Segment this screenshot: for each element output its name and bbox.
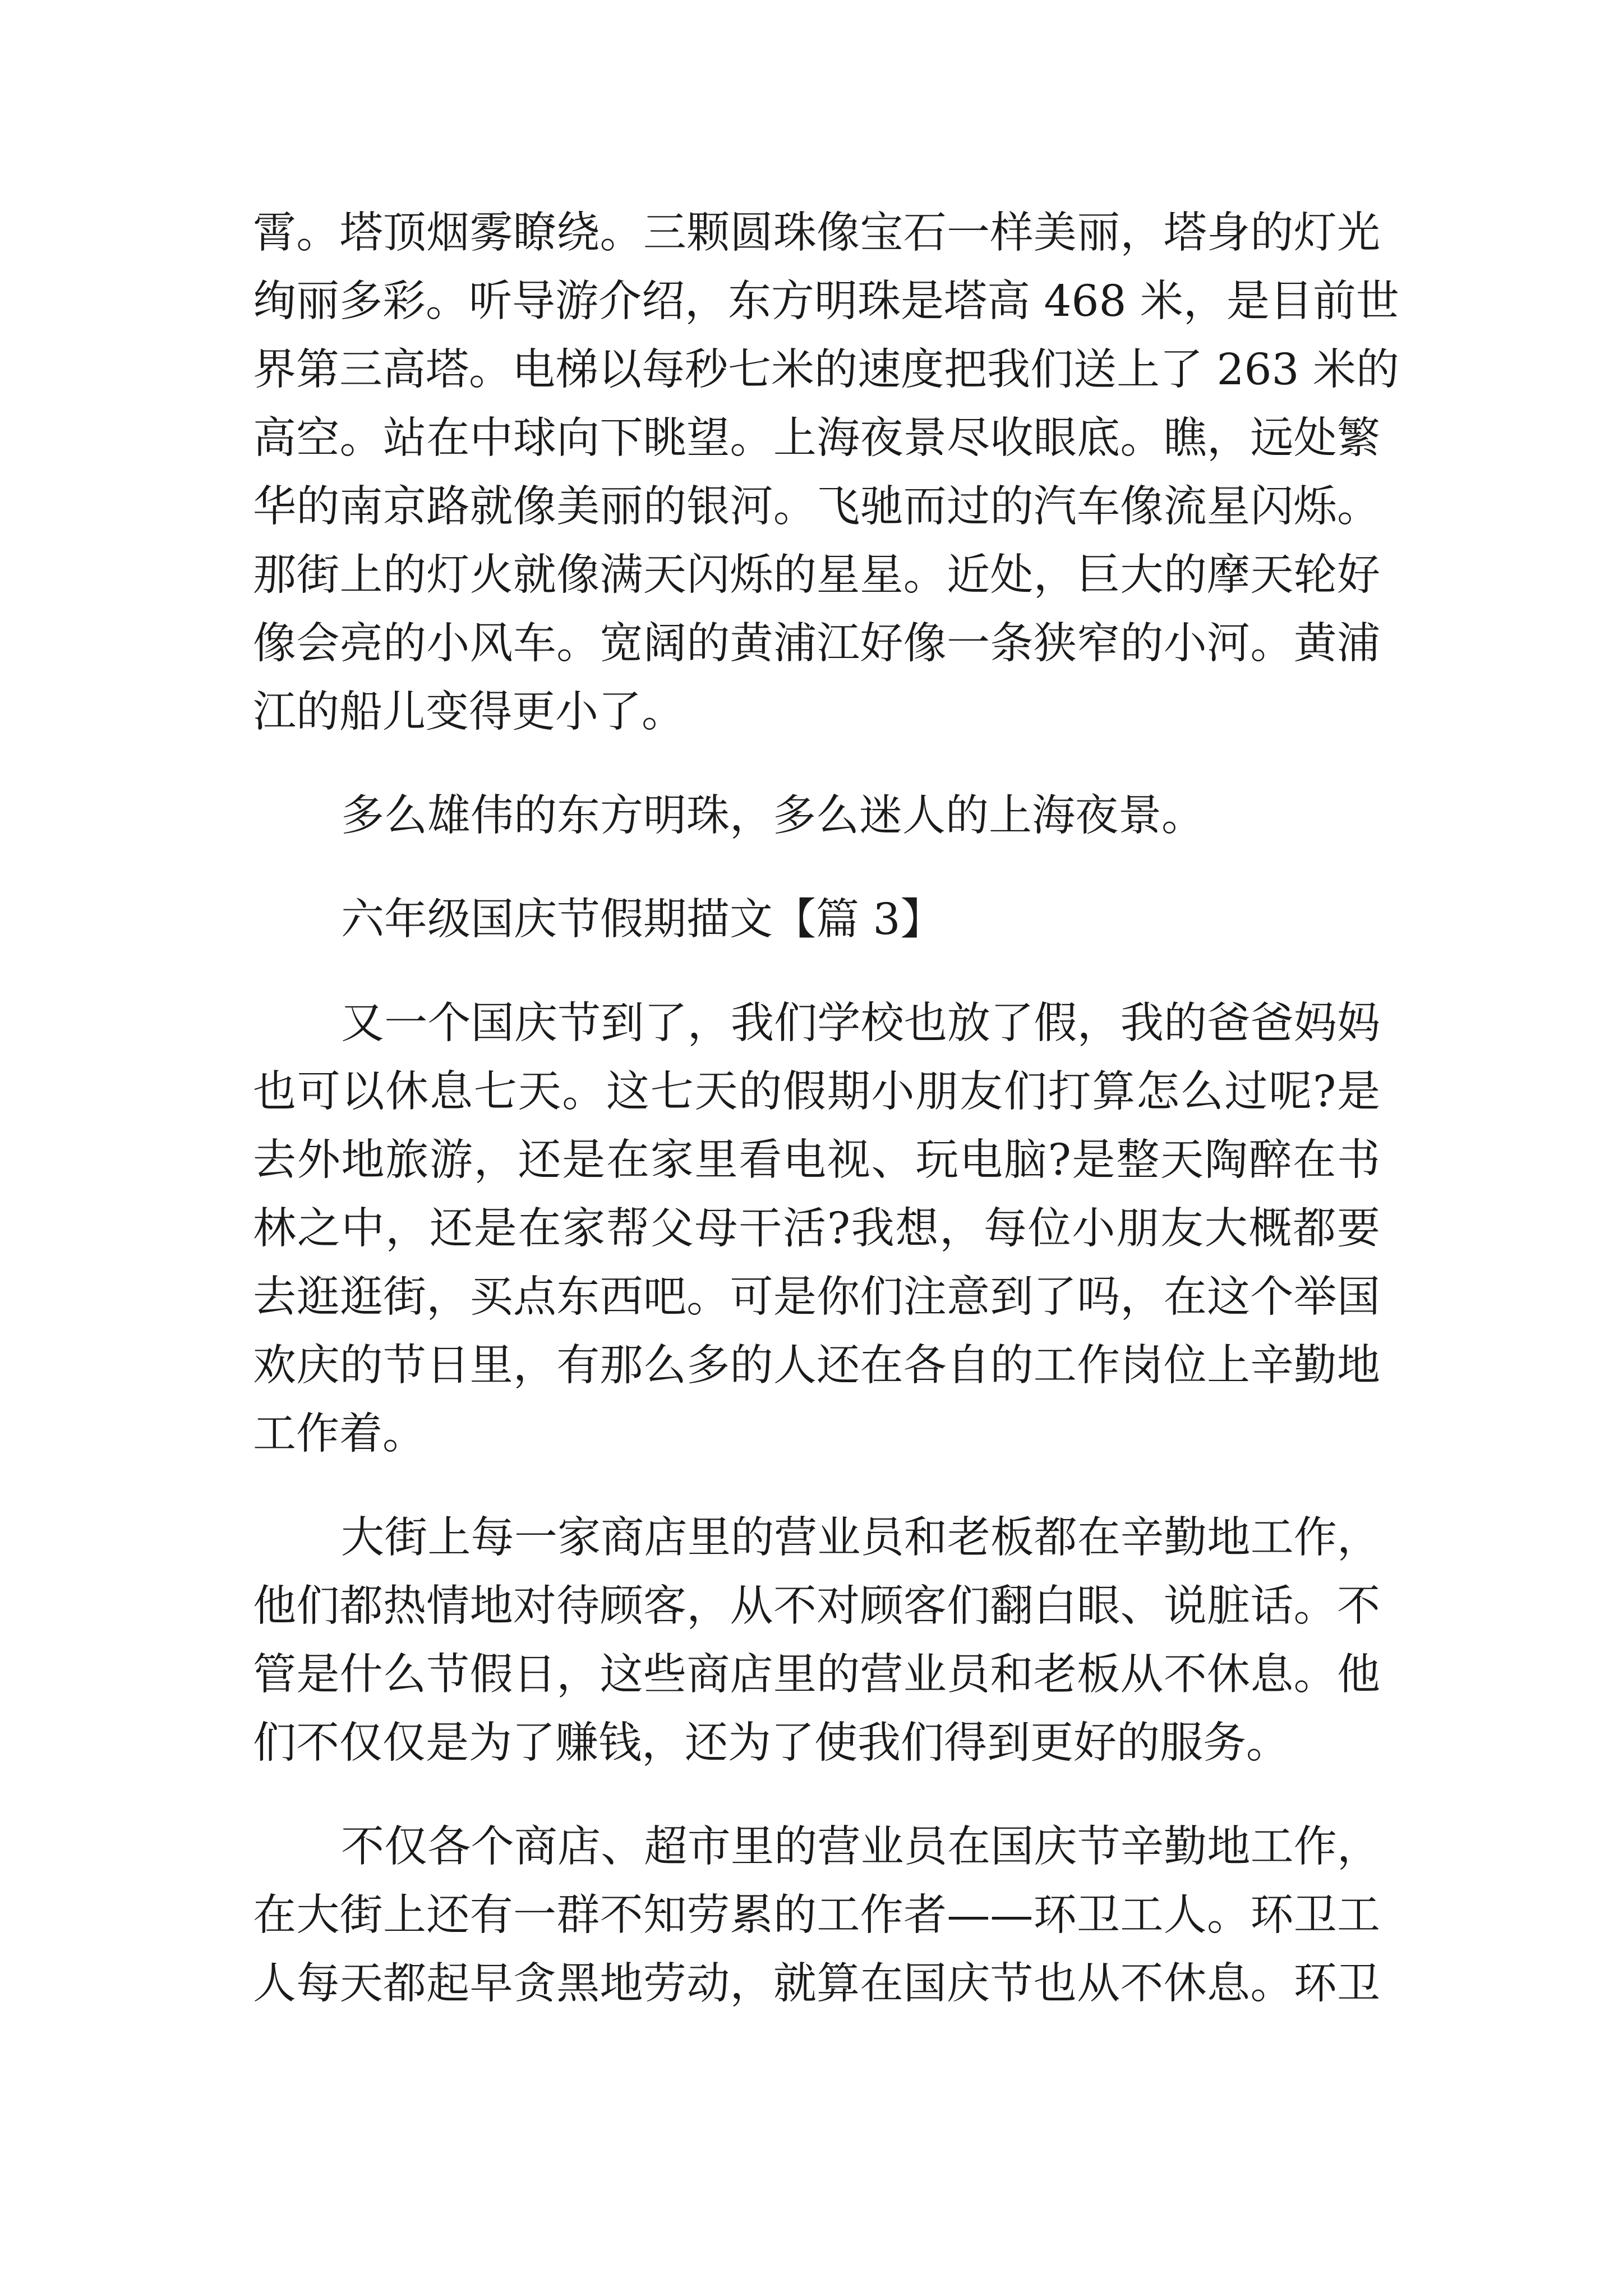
text-line: 林之中，还是在家帮父母干活?我想，每位小朋友大概都要	[253, 1204, 1380, 1254]
paragraph-first-line: 不仅各个商店、超市里的营业员在国庆节辛勤地工作，	[341, 1822, 1380, 1872]
text-line: 那街上的灯火就像满天闪烁的星星。近处，巨大的摩天轮好	[253, 550, 1380, 600]
text-line: 华的南京路就像美丽的银河。飞驰而过的汽车像流星闪烁。	[253, 482, 1380, 532]
text-line: 像会亮的小风车。宽阔的黄浦江好像一条狭窄的小河。黄浦	[253, 619, 1380, 669]
text-line: 人每天都起早贪黑地劳动，就算在国庆节也从不休息。环卫	[253, 1959, 1380, 2009]
text-line: 绚丽多彩。听导游介绍，东方明珠是塔高 468 米，是目前世	[253, 277, 1399, 326]
text-line: 工作着。	[253, 1409, 426, 1459]
text-line: 欢庆的节日里，有那么多的人还在各自的工作岗位上辛勤地	[253, 1341, 1380, 1391]
text-line: 江的船儿变得更小了。	[253, 687, 685, 737]
text-line: 们不仅仅是为了赚钱，还为了使我们得到更好的服务。	[253, 1718, 1289, 1768]
text-line: 去逛逛街，买点东西吧。可是你们注意到了吗，在这个举国	[253, 1272, 1380, 1322]
text-line: 去外地旅游，还是在家里看电视、玩电脑?是整天陶醉在书	[253, 1135, 1380, 1185]
text-line: 在大街上还有一群不知劳累的工作者——环卫工人。环卫工	[253, 1890, 1380, 1940]
paragraph-first-line: 又一个国庆节到了，我们学校也放了假，我的爸爸妈妈	[341, 999, 1380, 1048]
text-line: 管是什么节假日，这些商店里的营业员和老板从不休息。他	[253, 1650, 1380, 1700]
section-heading: 六年级国庆节假期描文【篇 3】	[341, 895, 944, 945]
text-line: 他们都热情地对待顾客，从不对顾客们翻白眼、说脏话。不	[253, 1581, 1380, 1631]
text-line: 也可以休息七天。这七天的假期小朋友们打算怎么过呢?是	[253, 1067, 1380, 1117]
paragraph-first-line: 多么雄伟的东方明珠，多么迷人的上海夜景。	[341, 791, 1205, 841]
text-line: 高空。站在中球向下眺望。上海夜景尽收眼底。瞧，远处繁	[253, 413, 1380, 463]
text-line: 界第三高塔。电梯以每秒七米的速度把我们送上了 263 米的	[253, 345, 1399, 395]
text-line: 霄。塔顶烟雾瞭绕。三颗圆珠像宝石一样美丽，塔身的灯光	[253, 208, 1380, 258]
paragraph-first-line: 大街上每一家商店里的营业员和老板都在辛勤地工作，	[341, 1513, 1380, 1563]
